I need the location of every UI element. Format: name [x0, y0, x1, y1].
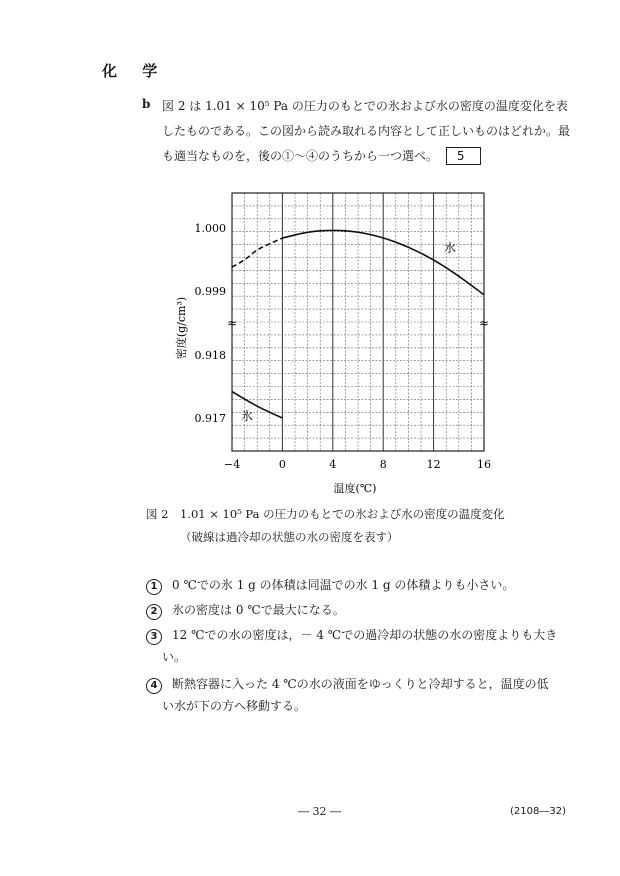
question-label: b [142, 97, 151, 111]
chart-ticks [195, 222, 492, 471]
page-number: ― 32 ― [298, 805, 341, 818]
choice-4[interactable] [146, 675, 549, 694]
choice-number: 4 [146, 678, 162, 694]
exam-code: (2108―32) [510, 806, 566, 817]
choice-number: 3 [146, 629, 162, 645]
series-label-ice: 氷 [241, 409, 254, 423]
choice-text: 12 ℃での水の密度は，－ 4 ℃での過冷却の状態の水の密度よりも大き [172, 628, 558, 642]
y-tick-label: 0.918 [194, 349, 226, 362]
choice-text: 断熱容器に入った 4 ℃の水の液面をゆっくりと冷却すると，温度の低 [172, 677, 549, 691]
choice-text: 氷の密度は 0 ℃で最大になる。 [172, 603, 345, 617]
question-text-line-1: 図 2 は 1.01 × 10⁵ Pa の圧力のもとでの氷および水の密度の温度変化を表 [162, 99, 568, 113]
x-tick-label: 12 [426, 458, 441, 471]
question-text-line-2: したものである。この図から読み取れる内容として正しいものはどれか。最 [162, 124, 571, 138]
y-tick-label: 1.000 [194, 222, 226, 235]
x-tick-label: 4 [329, 458, 337, 471]
y-tick-label: 0.917 [194, 412, 226, 425]
x-tick-label: 8 [379, 458, 387, 471]
choice-number: 2 [146, 604, 162, 620]
subject-header: 化 学 [102, 62, 168, 80]
x-tick-label: 0 [278, 458, 286, 471]
x-tick-label: −4 [223, 458, 241, 471]
choice-number: 1 [146, 579, 162, 595]
figure-caption: 図 2 1.01 × 10⁵ Pa の圧力のもとでの氷および水の密度の温度変化 [146, 507, 505, 521]
x-tick-label: 16 [477, 458, 491, 471]
series-label-water: 水 [444, 241, 457, 255]
choice-3-continuation: い。 [162, 650, 187, 664]
choice-3[interactable] [146, 626, 557, 645]
y-tick-label: 0.999 [194, 285, 226, 298]
answer-box[interactable]: 5 [446, 147, 482, 165]
axis-break-mark: ≈ [478, 316, 490, 330]
choice-4-continuation: い水が下の方へ移動する。 [162, 699, 307, 713]
figure-caption-note: （破線は過冷却の状態の水の密度を表す） [180, 530, 399, 544]
choice-2[interactable] [146, 601, 345, 620]
axis-break-mark: ≈ [226, 316, 238, 330]
x-axis-label: 温度(℃) [333, 482, 377, 495]
question-text-line-3-body: も適当なものを，後の①～④のうちから一つ選べ。 [162, 149, 439, 163]
y-axis-label: 密度(g/cm³) [175, 296, 188, 360]
choice-text: 0 ℃での氷 1 g の体積は同温での水 1 g の体積よりも小さい。 [172, 578, 515, 592]
choice-1[interactable] [146, 576, 514, 595]
